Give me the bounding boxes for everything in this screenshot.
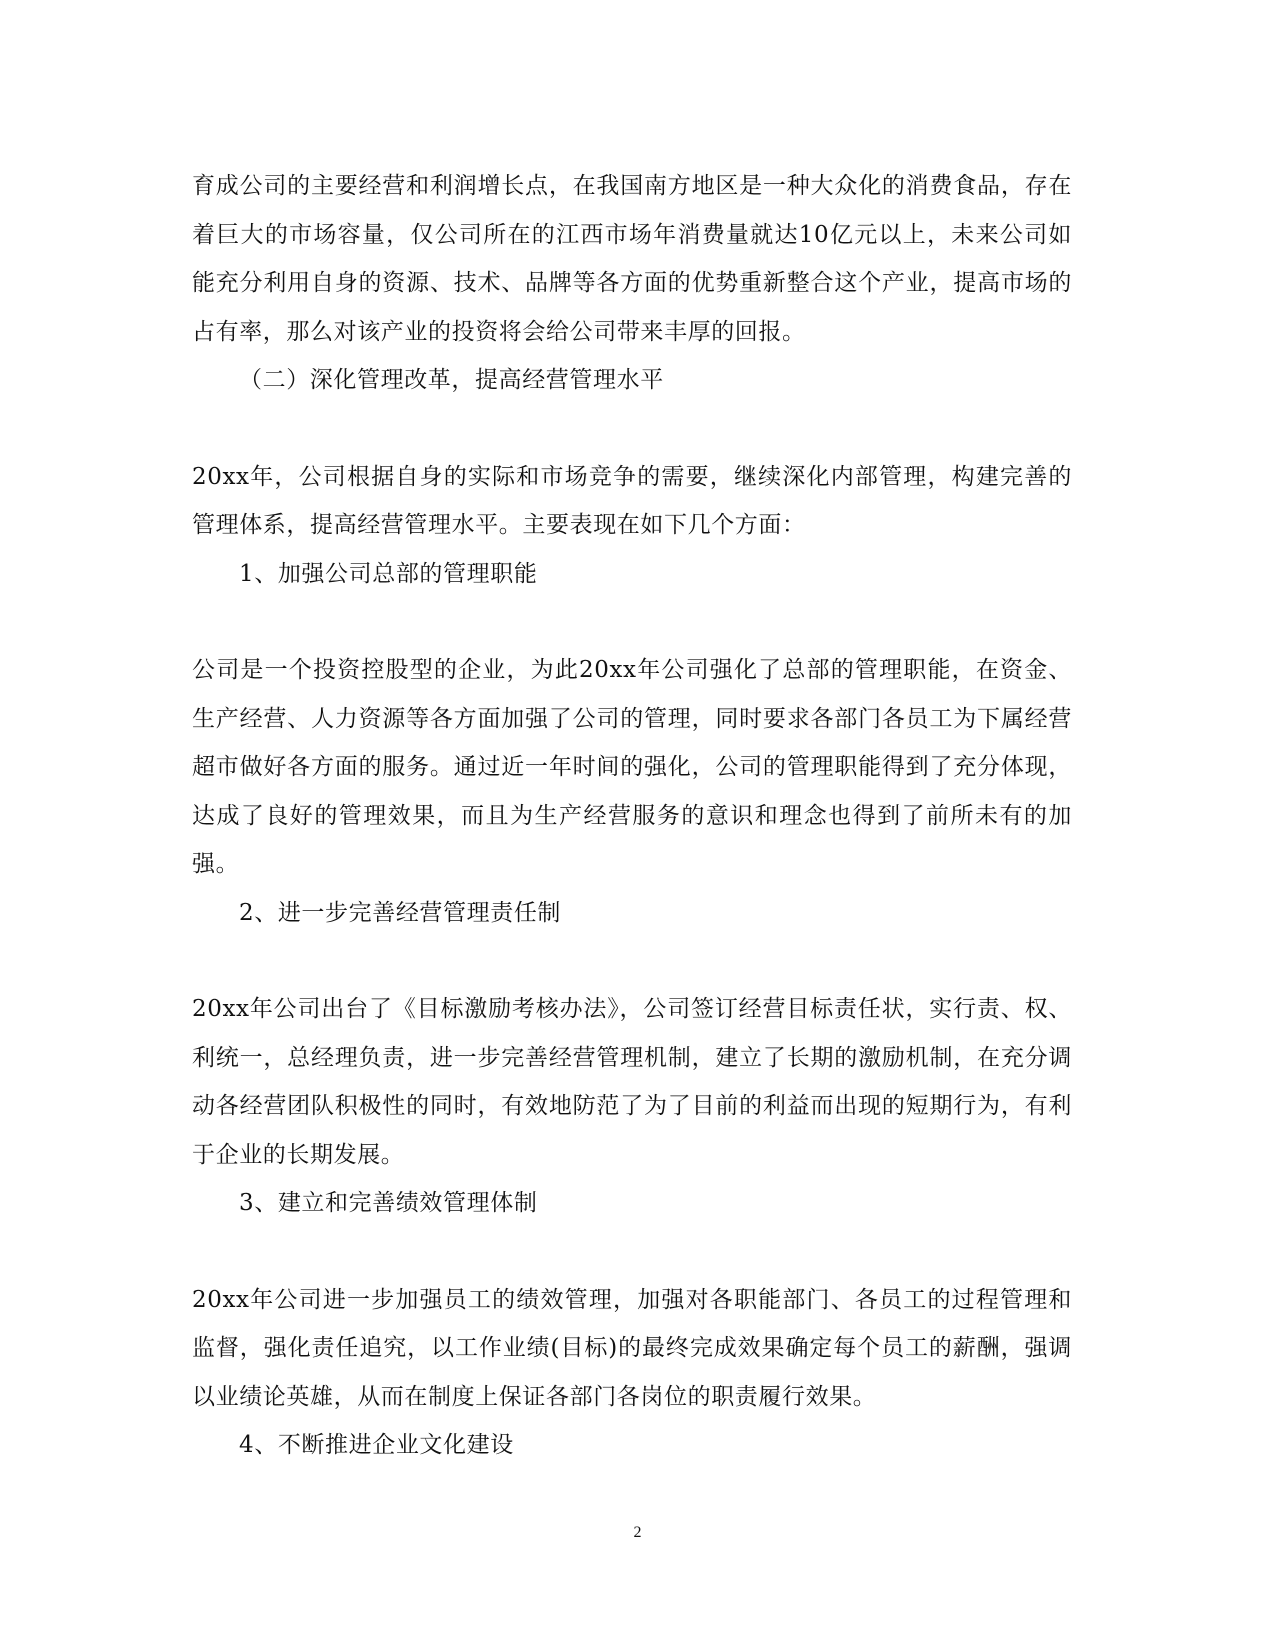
body-paragraph: 20xx年，公司根据自身的实际和市场竞争的需要，继续深化内部管理，构建完善的管理体系，提高经营管理水平。主要表现在如下几个方面：: [192, 463, 1072, 538]
body-paragraph: 20xx年公司进一步加强员工的绩效管理，加强对各职能部门、各员工的过程管理和监督，强化责任追究，以工作业绩(目标)的最终完成效果确定每个员工的薪酬，强调以业绩论英雄，从而在制度上保证各部门各岗位的职责履行效果。: [192, 1286, 1072, 1410]
document-body: [192, 162, 1072, 1518]
subsection-heading: 3、建立和完善绩效管理体制: [239, 1190, 538, 1216]
subsection-heading: 4、不断推进企业文化建设: [239, 1432, 514, 1458]
body-paragraph: 育成公司的主要经营和利润增长点，在我国南方地区是一种大众化的消费食品，存在着巨大的市场容量，仅公司所在的江西市场年消费量就达10亿元以上，未来公司如能充分利用自身的资源、技术、品牌等各方面的优势重新整合这个产业，提高市场的占有率，那么对该产业的投资将会给公司带来丰厚的回报。: [192, 173, 1072, 345]
section-heading: （二）深化管理改革，提高经营管理水平: [239, 367, 664, 393]
subsection-heading: 1、加强公司总部的管理职能: [239, 560, 538, 587]
page-number: 2: [633, 1524, 642, 1541]
body-paragraph: 20xx年公司出台了《目标激励考核办法》，公司签订经营目标责任状，实行责、权、利统一，总经理负责，进一步完善经营管理机制，建立了长期的激励机制，在充分调动各经营团队积极性的同时，有效地防范了为了目前的利益而出现的短期行为，有利于企业的长期发展。: [192, 996, 1072, 1168]
body-paragraph: 公司是一个投资控股型的企业，为此20xx年公司强化了总部的管理职能，在资金、生产经营、人力资源等各方面加强了公司的管理，同时要求各部门各员工为下属经营超市做好各方面的服务。通过近一年时间的强化，公司的管理职能得到了充分体现，达成了良好的管理效果，而且为生产经营服务的意识和理念也得到了前所未有的加强。: [192, 657, 1072, 877]
subsection-heading: 2、进一步完善经营管理责任制: [239, 899, 562, 926]
